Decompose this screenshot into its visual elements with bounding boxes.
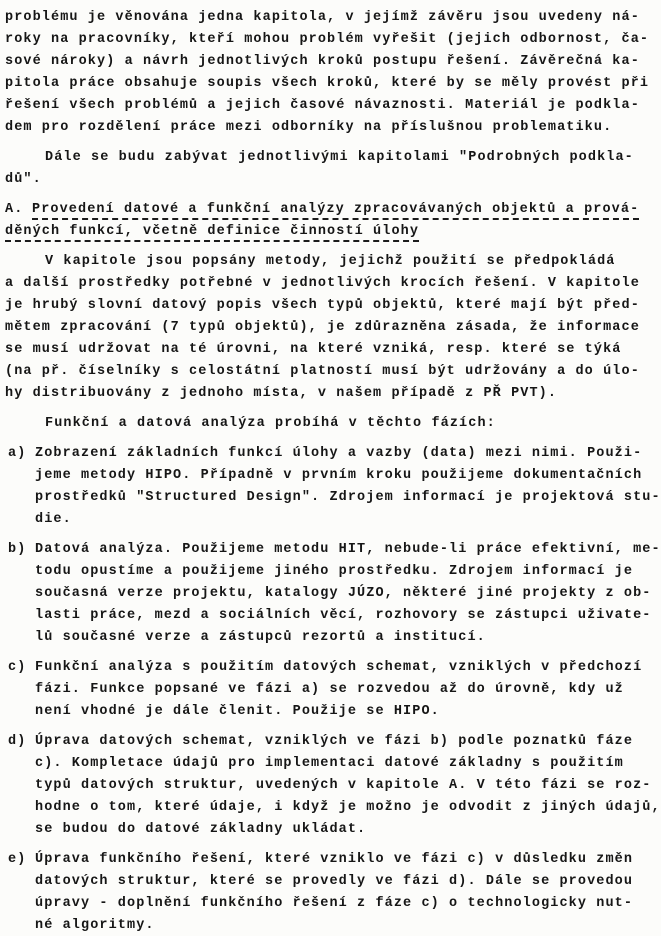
list-item-a — [5, 443, 661, 531]
text-line: Datová analýza. Použijeme metodu HIT, nebude-li práce efektivní, me- — [35, 542, 661, 557]
text-line: pitola práce obsahuje soupis všech kroků, které by se měly provést při — [5, 76, 650, 91]
text-line: mětem zpracování (7 typů objektů), je zdůrazněna zásada, že informace — [5, 320, 640, 335]
text-line — [5, 221, 657, 243]
paragraph-continuation — [5, 7, 657, 139]
list-item-b — [5, 539, 661, 649]
text-line: dem pro rozdělení práce mezi odborníky na příslušnou problematiku. — [5, 120, 613, 135]
text-line: V kapitole jsou popsány metody, jejichž použití se předpokládá — [45, 254, 616, 269]
text-line: datových struktur, které se provedly ve fázi d). Dále se provedou — [35, 874, 634, 889]
text-line: jeme metody HIPO. Případně v prvním kroku použijeme dokumentačních — [35, 468, 643, 483]
section-heading-a — [5, 199, 657, 243]
text-line: úpravy - doplnění funkčního řešení z fáze c) o technologicky nut- — [35, 896, 634, 911]
text-line: typů datových struktur, uvedených v kapitole A. V této fázi se roz- — [35, 778, 652, 793]
paragraph-dale — [5, 147, 657, 191]
text-line — [5, 199, 657, 221]
text-line: řešení všech problémů a jejich časové návaznosti. Materiál je podkla- — [5, 98, 640, 113]
text-line: prostředků "Structured Design". Zdrojem informací je projektová stu- — [35, 490, 661, 505]
text-line: todu opustíme a použijeme jiného prostředku. Zdrojem informací je — [35, 564, 634, 579]
text-line: se musí udržovat na té úrovni, na které vzniká, resp. které se týká — [5, 342, 622, 357]
list-item-marker: a) — [8, 446, 27, 461]
list-item-marker: c) — [8, 660, 27, 675]
list-item-e — [5, 849, 657, 936]
text-line: (na př. číselníky s celostátní platností musí být udržovány a do úlo- — [5, 364, 640, 379]
text-line: Zobrazení základních funkcí úlohy a vazby (data) mezi nimi. Použi- — [35, 446, 643, 461]
text-line: problému je věnována jedna kapitola, v jejímž závěru jsou uvedeny ná- — [5, 10, 640, 25]
text-line: dů". — [5, 172, 42, 187]
text-line: c). Kompletace údajů pro implementaci datové základny s použitím — [35, 756, 624, 771]
text-line: roky na pracovníky, kteří mohou problém vyřešit (jejich odbornost, ča- — [5, 32, 650, 47]
list-item-d — [5, 731, 661, 841]
text-line: Funkční a datová analýza probíhá v těchto fázích: — [45, 416, 496, 431]
list-item-marker: e) — [8, 852, 27, 867]
list-item-c — [5, 657, 657, 723]
text-line: sové nároky) a návrh jednotlivých kroků postupu řešení. Závěrečná ka- — [5, 54, 640, 69]
text-line: je hrubý slovní datový popis všech typů objektů, které mají být před- — [5, 298, 640, 313]
text-line: se budou do datové základny ukládat. — [35, 822, 367, 837]
text-line: Dále se budu zabývat jednotlivými kapitolami "Podrobných podkla- — [45, 150, 634, 165]
text-line: Úprava funkčního řešení, které vzniklo ve fázi c) v důsledku změn — [35, 852, 634, 867]
paragraph-fazich — [5, 413, 657, 435]
text-line: hy distribuovány z jednoho místa, v našem případě z PŘ PVT). — [5, 386, 558, 401]
text-line: a další prostředky potřebné v jednotlivých krocích řešení. V kapitole — [5, 276, 640, 291]
heading-text: děných funkcí, včetně definice činností úlohy — [5, 224, 419, 242]
text-line: lů současné verze a zástupců rezortů a institucí. — [35, 630, 486, 645]
text-line: hodne o tom, které údaje, i když je možno je odvodit z jiných údajů, — [35, 800, 661, 815]
text-line: Úprava datových schemat, vzniklých ve fázi b) podle poznatků fáze — [35, 734, 634, 749]
text-line: lasti práce, mezd a sociálních věcí, rozhovory se zástupci uživate- — [35, 608, 652, 623]
text-line: současná verze projektu, katalogy JÚZO, některé jiné projekty z ob- — [35, 586, 652, 601]
text-line: fázi. Funkce popsané ve fázi a) se rozvedou až do úrovně, kdy už — [35, 682, 624, 697]
heading-text: Provedení datové a funkční analýzy zpracovávaných objektů a prová- — [32, 202, 639, 220]
list-item-marker: d) — [8, 734, 27, 749]
text-line: není vhodné je dále členit. Použije se HIPO. — [35, 704, 440, 719]
list-item-marker: b) — [8, 542, 27, 557]
text-line: Funkční analýza s použitím datových schemat, vzniklých v předchozí — [35, 660, 643, 675]
text-line: die. — [35, 512, 72, 527]
paragraph-v-kapitole — [5, 251, 657, 405]
text-line: né algoritmy. — [35, 918, 155, 933]
heading-prefix: A. — [5, 202, 24, 217]
